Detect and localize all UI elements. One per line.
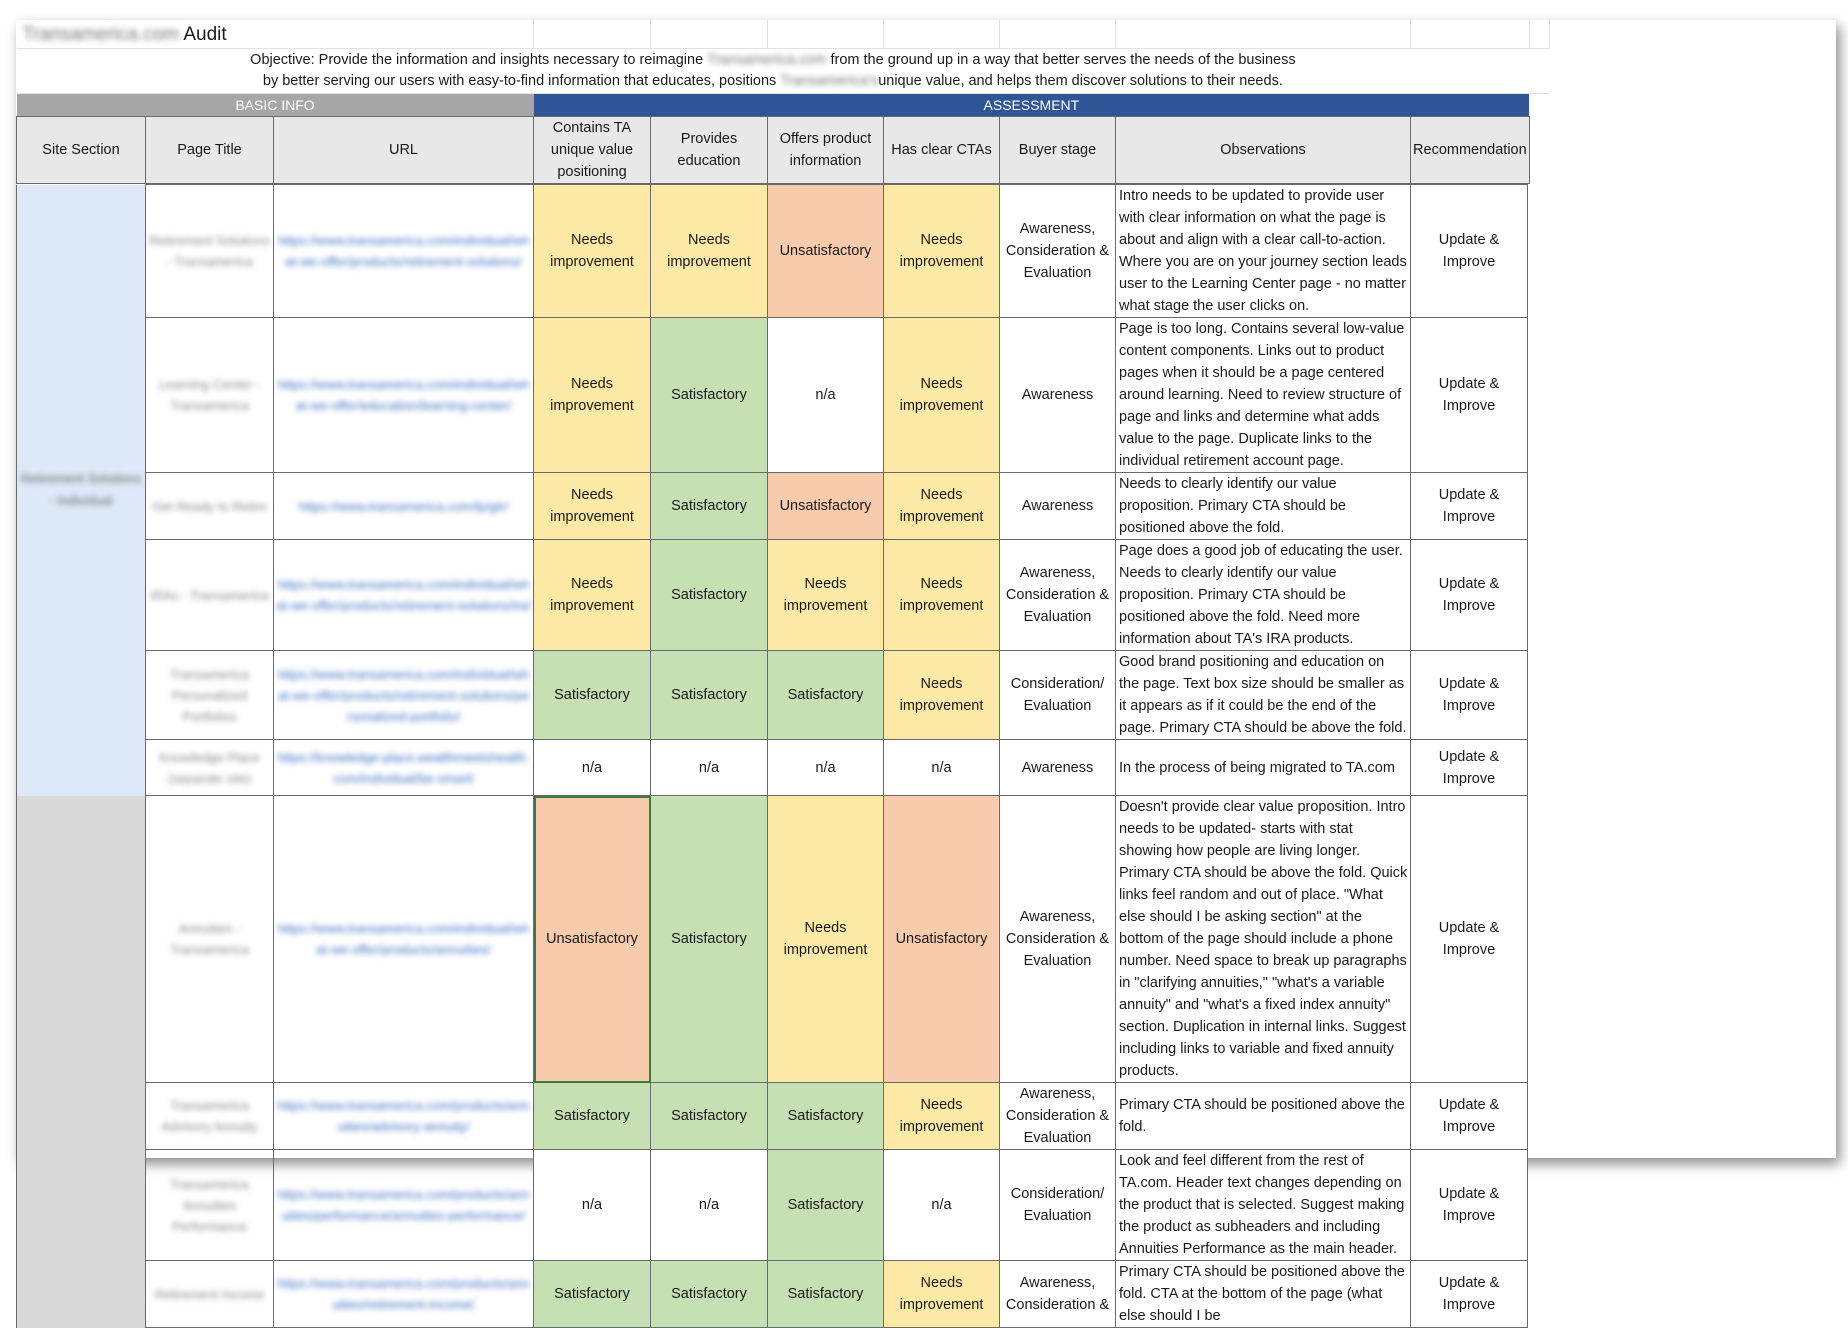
empty-cell bbox=[1528, 651, 1548, 740]
sheet-title-blurred: Transamerica.com bbox=[22, 24, 180, 45]
recommendation-cell[interactable]: Update & Improve bbox=[1411, 318, 1528, 473]
sheet-title-cell[interactable] bbox=[17, 20, 534, 49]
table-row bbox=[17, 185, 1548, 318]
education-cell[interactable]: Satisfactory bbox=[651, 318, 768, 473]
page-title-cell[interactable] bbox=[146, 1150, 274, 1261]
clear-ctas-cell[interactable]: n/a bbox=[884, 740, 1000, 796]
buyer-stage-cell[interactable]: Awareness, Consideration & Evaluation bbox=[1000, 796, 1116, 1083]
empty-cell bbox=[1528, 1083, 1548, 1150]
education-cell[interactable]: Satisfactory bbox=[651, 1261, 768, 1328]
recommendation-cell[interactable]: Update & Improve bbox=[1411, 1083, 1528, 1150]
empty-cell[interactable] bbox=[1411, 20, 1530, 49]
observations-cell[interactable]: Good brand positioning and education on the page. Text box size should be smaller as it appears as if it could be the end of the page. Primary CTA should be above the fold. bbox=[1116, 651, 1411, 740]
value-positioning-cell[interactable]: Satisfactory bbox=[534, 1083, 651, 1150]
buyer-stage-cell[interactable]: Consideration/ Evaluation bbox=[1000, 651, 1116, 740]
page-title-text: Transamerica Personalized Portfolios bbox=[170, 666, 249, 724]
page-title-cell[interactable] bbox=[146, 540, 274, 651]
education-cell[interactable]: n/a bbox=[651, 740, 768, 796]
page-title-cell[interactable] bbox=[146, 1083, 274, 1150]
page-title-cell[interactable] bbox=[146, 473, 274, 540]
recommendation-cell[interactable]: Update & Improve bbox=[1411, 651, 1528, 740]
header-observations[interactable]: Observations bbox=[1116, 117, 1411, 184]
page-title-cell[interactable] bbox=[146, 1261, 274, 1328]
buyer-stage-cell[interactable]: Awareness, Consideration & Evaluation bbox=[1000, 1083, 1116, 1150]
clear-ctas-cell[interactable]: Needs improvement bbox=[884, 185, 1000, 318]
buyer-stage-cell[interactable]: Awareness bbox=[1000, 473, 1116, 540]
empty-cell bbox=[1528, 740, 1548, 796]
page-title-text: Learning Center - Transamerica bbox=[158, 377, 261, 413]
buyer-stage-cell[interactable]: Consideration/ Evaluation bbox=[1000, 1150, 1116, 1261]
value-positioning-cell[interactable]: Satisfactory bbox=[534, 1261, 651, 1328]
product-info-cell[interactable]: Satisfactory bbox=[768, 1083, 884, 1150]
value-positioning-cell[interactable]: Needs improvement bbox=[534, 540, 651, 651]
audit-body bbox=[16, 184, 1548, 1328]
header-site-section[interactable]: Site Section bbox=[17, 117, 146, 184]
product-info-cell[interactable]: Satisfactory bbox=[768, 1261, 884, 1328]
empty-cell[interactable] bbox=[1529, 20, 1549, 49]
buyer-stage-cell[interactable]: Awareness bbox=[1000, 318, 1116, 473]
empty-cell[interactable] bbox=[768, 20, 884, 49]
clear-ctas-cell[interactable]: Needs improvement bbox=[884, 1083, 1000, 1150]
site-section-cell[interactable] bbox=[17, 796, 146, 1328]
value-positioning-cell[interactable]: Needs improvement bbox=[534, 318, 651, 473]
product-info-cell[interactable]: Unsatisfactory bbox=[768, 185, 884, 318]
header-page-title[interactable]: Page Title bbox=[146, 117, 274, 184]
url-link[interactable]: https://www.transamerica.com/individual/what-we-offer/education/learning-center/ bbox=[277, 377, 530, 413]
page-title-text: Retirement Solutions - Transamerica bbox=[149, 233, 270, 269]
recommendation-cell[interactable]: Update & Improve bbox=[1411, 185, 1528, 318]
recommendation-cell[interactable]: Update & Improve bbox=[1411, 473, 1528, 540]
recommendation-cell[interactable]: Update & Improve bbox=[1411, 740, 1528, 796]
spreadsheet bbox=[16, 20, 1836, 1324]
page-title-cell[interactable] bbox=[146, 796, 274, 1083]
url-cell[interactable] bbox=[274, 1150, 534, 1261]
empty-cell bbox=[1528, 540, 1548, 651]
table-row bbox=[17, 651, 1548, 740]
clear-ctas-cell[interactable]: Unsatisfactory bbox=[884, 796, 1000, 1083]
recommendation-cell[interactable]: Update & Improve bbox=[1411, 1261, 1528, 1328]
objective-blurred: Transamerica's bbox=[780, 73, 879, 89]
page-title-text: Get Ready to Retire bbox=[152, 498, 267, 514]
objective-text: from the ground up in a way that better serves the needs of the business bbox=[830, 52, 1296, 68]
page-title-text: Retirement Income bbox=[154, 1286, 265, 1302]
value-positioning-cell[interactable]: n/a bbox=[534, 1150, 651, 1261]
empty-cell bbox=[1528, 1150, 1548, 1261]
site-section-label: Retirement Solutions - Individual bbox=[20, 471, 142, 508]
url-cell[interactable] bbox=[274, 473, 534, 540]
value-positioning-cell[interactable]: Needs improvement bbox=[534, 185, 651, 318]
education-cell[interactable]: Satisfactory bbox=[651, 473, 768, 540]
page-title-cell[interactable] bbox=[146, 740, 274, 796]
page-title-cell[interactable] bbox=[146, 651, 274, 740]
header-education[interactable]: Provides education bbox=[651, 117, 768, 184]
url-cell[interactable] bbox=[274, 1261, 534, 1328]
table-row bbox=[17, 740, 1548, 796]
page-title-text: Knowledge Place (separate site) bbox=[159, 749, 260, 786]
audit-table bbox=[16, 20, 1550, 184]
empty-cell[interactable] bbox=[1116, 20, 1411, 49]
recommendation-cell[interactable]: Update & Improve bbox=[1411, 1150, 1528, 1261]
product-info-cell[interactable]: Needs improvement bbox=[768, 540, 884, 651]
observations-cell[interactable]: Doesn't provide clear value proposition. Intro needs to be updated- starts with stat showing how people are living longer. Primary CTA should be above the fold. Quick links feel random and out of place. "What else should I be asking section" at the bottom of the page should include a phone number. Need space to break up paragraphs in "clarifying annuities," "what's a variable annuity" and "what's a fixed index annuity" section. Duplication in internal links. Suggest including links to variable and fixed annuity products. bbox=[1116, 796, 1411, 1083]
table-row bbox=[17, 1083, 1548, 1150]
url-link[interactable]: https://www.transamerica.com/products/annuities/performance/annuities-performance/ bbox=[277, 1187, 530, 1223]
url-cell[interactable] bbox=[274, 740, 534, 796]
product-info-cell[interactable]: Needs improvement bbox=[768, 796, 884, 1083]
recommendation-cell[interactable]: Update & Improve bbox=[1411, 540, 1528, 651]
empty-cell bbox=[1528, 1261, 1548, 1328]
header-recommendation[interactable]: Recommendation bbox=[1411, 117, 1530, 184]
url-cell[interactable] bbox=[274, 318, 534, 473]
header-product-info[interactable]: Offers product information bbox=[768, 117, 884, 184]
observations-cell[interactable]: Primary CTA should be positioned above the fold. CTA at the bottom of the page (what else should I be bbox=[1116, 1261, 1411, 1328]
objective-text: unique value, and helps them discover solutions to their needs. bbox=[878, 73, 1283, 89]
url-cell[interactable] bbox=[274, 796, 534, 1083]
observations-cell[interactable]: In the process of being migrated to TA.com bbox=[1116, 740, 1411, 796]
recommendation-cell[interactable]: Update & Improve bbox=[1411, 796, 1528, 1083]
url-link[interactable]: https://www.transamerica.com/lp/gtr/ bbox=[298, 498, 509, 514]
product-info-cell[interactable]: n/a bbox=[768, 740, 884, 796]
product-info-cell[interactable]: Satisfactory bbox=[768, 651, 884, 740]
empty-cell bbox=[1528, 796, 1548, 1083]
empty-cell[interactable] bbox=[651, 20, 768, 49]
url-link[interactable]: https://www.transamerica.com/individual/what-we-offer/products/retirement-solutions/ bbox=[277, 233, 530, 269]
education-cell[interactable]: Satisfactory bbox=[651, 651, 768, 740]
band-basic-info[interactable]: BASIC INFO bbox=[17, 94, 534, 117]
observations-cell[interactable]: Primary CTA should be positioned above the fold. bbox=[1116, 1083, 1411, 1150]
value-positioning-cell[interactable]: Unsatisfactory bbox=[534, 796, 651, 1083]
objective-text: by better serving our users with easy-to-find information that educates, positions bbox=[262, 73, 777, 89]
url-link[interactable]: https://www.transamerica.com/individual/what-we-offer/products/annuities/ bbox=[277, 921, 530, 957]
clear-ctas-cell[interactable]: n/a bbox=[884, 1150, 1000, 1261]
table-row bbox=[17, 1150, 1548, 1261]
table-row bbox=[17, 796, 1548, 1083]
sheet-title: Audit bbox=[183, 24, 227, 45]
empty-cell bbox=[1528, 185, 1548, 318]
buyer-stage-cell[interactable]: Awareness, Consideration & Evaluation bbox=[1000, 540, 1116, 651]
clear-ctas-cell[interactable]: Needs improvement bbox=[884, 318, 1000, 473]
clear-ctas-cell[interactable]: Needs improvement bbox=[884, 540, 1000, 651]
url-link[interactable]: https://knowledge-place.wealthmeetshealth.com/individual/be-smart/ bbox=[277, 749, 530, 786]
buyer-stage-cell[interactable]: Awareness bbox=[1000, 740, 1116, 796]
header-url[interactable]: URL bbox=[274, 117, 534, 184]
buyer-stage-cell[interactable]: Awareness, Consideration & bbox=[1000, 1261, 1116, 1328]
url-link[interactable]: https://www.transamerica.com/individual/what-we-offer/products/retirement-solutions/ira/ bbox=[276, 577, 531, 613]
education-cell[interactable]: Satisfactory bbox=[651, 540, 768, 651]
empty-cell bbox=[1528, 473, 1548, 540]
empty-cell[interactable] bbox=[884, 20, 1000, 49]
page-title-text: Transamerica Advisory Annuity bbox=[161, 1098, 258, 1134]
empty-cell[interactable] bbox=[534, 20, 651, 49]
value-positioning-cell[interactable]: Satisfactory bbox=[534, 651, 651, 740]
product-info-cell[interactable]: Unsatisfactory bbox=[768, 473, 884, 540]
site-section-cell[interactable] bbox=[17, 185, 146, 796]
header-row bbox=[17, 117, 1550, 184]
url-link[interactable]: https://www.transamerica.com/products/annuities/advisory-annuity/ bbox=[277, 1098, 530, 1134]
url-link[interactable]: https://www.transamerica.com/individual/what-we-offer/products/retirement-solutions/personalized-portfolio/ bbox=[277, 666, 530, 724]
table-row bbox=[17, 473, 1548, 540]
url-link[interactable]: https://www.transamerica.com/products/annuities/retirement-income/ bbox=[277, 1276, 530, 1312]
url-cell[interactable] bbox=[274, 185, 534, 318]
clear-ctas-cell[interactable]: Needs improvement bbox=[884, 651, 1000, 740]
observations-cell[interactable]: Page does a good job of educating the user. Needs to clearly identify our value proposition. Primary CTA should be positioned above the fold. Need more information about TA's IRA products. bbox=[1116, 540, 1411, 651]
product-info-cell[interactable]: n/a bbox=[768, 318, 884, 473]
page-title-cell[interactable] bbox=[146, 318, 274, 473]
header-buyer-stage[interactable]: Buyer stage bbox=[1000, 117, 1116, 184]
header-value-positioning[interactable]: Contains TA unique value positioning bbox=[534, 117, 651, 184]
education-cell[interactable]: Satisfactory bbox=[651, 1083, 768, 1150]
objective-cell[interactable] bbox=[17, 49, 1530, 94]
table-row bbox=[17, 318, 1548, 473]
empty-cell bbox=[1528, 318, 1548, 473]
table-row bbox=[17, 1261, 1548, 1328]
clear-ctas-cell[interactable]: Needs improvement bbox=[884, 473, 1000, 540]
education-cell[interactable]: Needs improvement bbox=[651, 185, 768, 318]
page-title-text: IRAs - Transamerica bbox=[150, 587, 269, 603]
education-cell[interactable]: n/a bbox=[651, 1150, 768, 1261]
url-cell[interactable] bbox=[274, 651, 534, 740]
value-positioning-cell[interactable]: n/a bbox=[534, 740, 651, 796]
value-positioning-cell[interactable]: Needs improvement bbox=[534, 473, 651, 540]
url-cell[interactable] bbox=[274, 1083, 534, 1150]
page-title-text: Annuities - Transamerica bbox=[170, 921, 249, 957]
band-assessment[interactable]: ASSESSMENT bbox=[534, 94, 1530, 117]
header-clear-ctas[interactable]: Has clear CTAs bbox=[884, 117, 1000, 184]
objective-blurred: Transamerica.com bbox=[706, 52, 827, 68]
empty-cell[interactable] bbox=[1000, 20, 1116, 49]
table-row bbox=[17, 540, 1548, 651]
observations-cell[interactable]: Intro needs to be updated to provide user with clear information on what the page is about and align with a clear call-to-action. Where you are on your journey section leads user to the Learning Center page - no matter what stage the user clicks on. bbox=[1116, 185, 1411, 318]
observations-cell[interactable]: Page is too long. Contains several low-value content components. Links out to product pages when it should be a page centered around learning. Need to review structure of page and links and determine what adds value to the page. Duplicate links to the individual retirement account page. bbox=[1116, 318, 1411, 473]
clear-ctas-cell[interactable]: Needs improvement bbox=[884, 1261, 1000, 1328]
page-title-text: Transamerica Annuities Performance bbox=[170, 1176, 249, 1234]
observations-cell[interactable]: Needs to clearly identify our value proposition. Primary CTA should be positioned above the fold. bbox=[1116, 473, 1411, 540]
url-cell[interactable] bbox=[274, 540, 534, 651]
objective-text: Objective: Provide the information and insights necessary to reimagine bbox=[250, 52, 704, 68]
product-info-cell[interactable]: Satisfactory bbox=[768, 1150, 884, 1261]
observations-cell[interactable]: Look and feel different from the rest of TA.com. Header text changes depending on the product that is selected. Suggest making the product as subheaders and including Annuities Performance as the main header. bbox=[1116, 1150, 1411, 1261]
page-title-cell[interactable] bbox=[146, 185, 274, 318]
education-cell[interactable]: Satisfactory bbox=[651, 796, 768, 1083]
buyer-stage-cell[interactable]: Awareness, Consideration & Evaluation bbox=[1000, 185, 1116, 318]
